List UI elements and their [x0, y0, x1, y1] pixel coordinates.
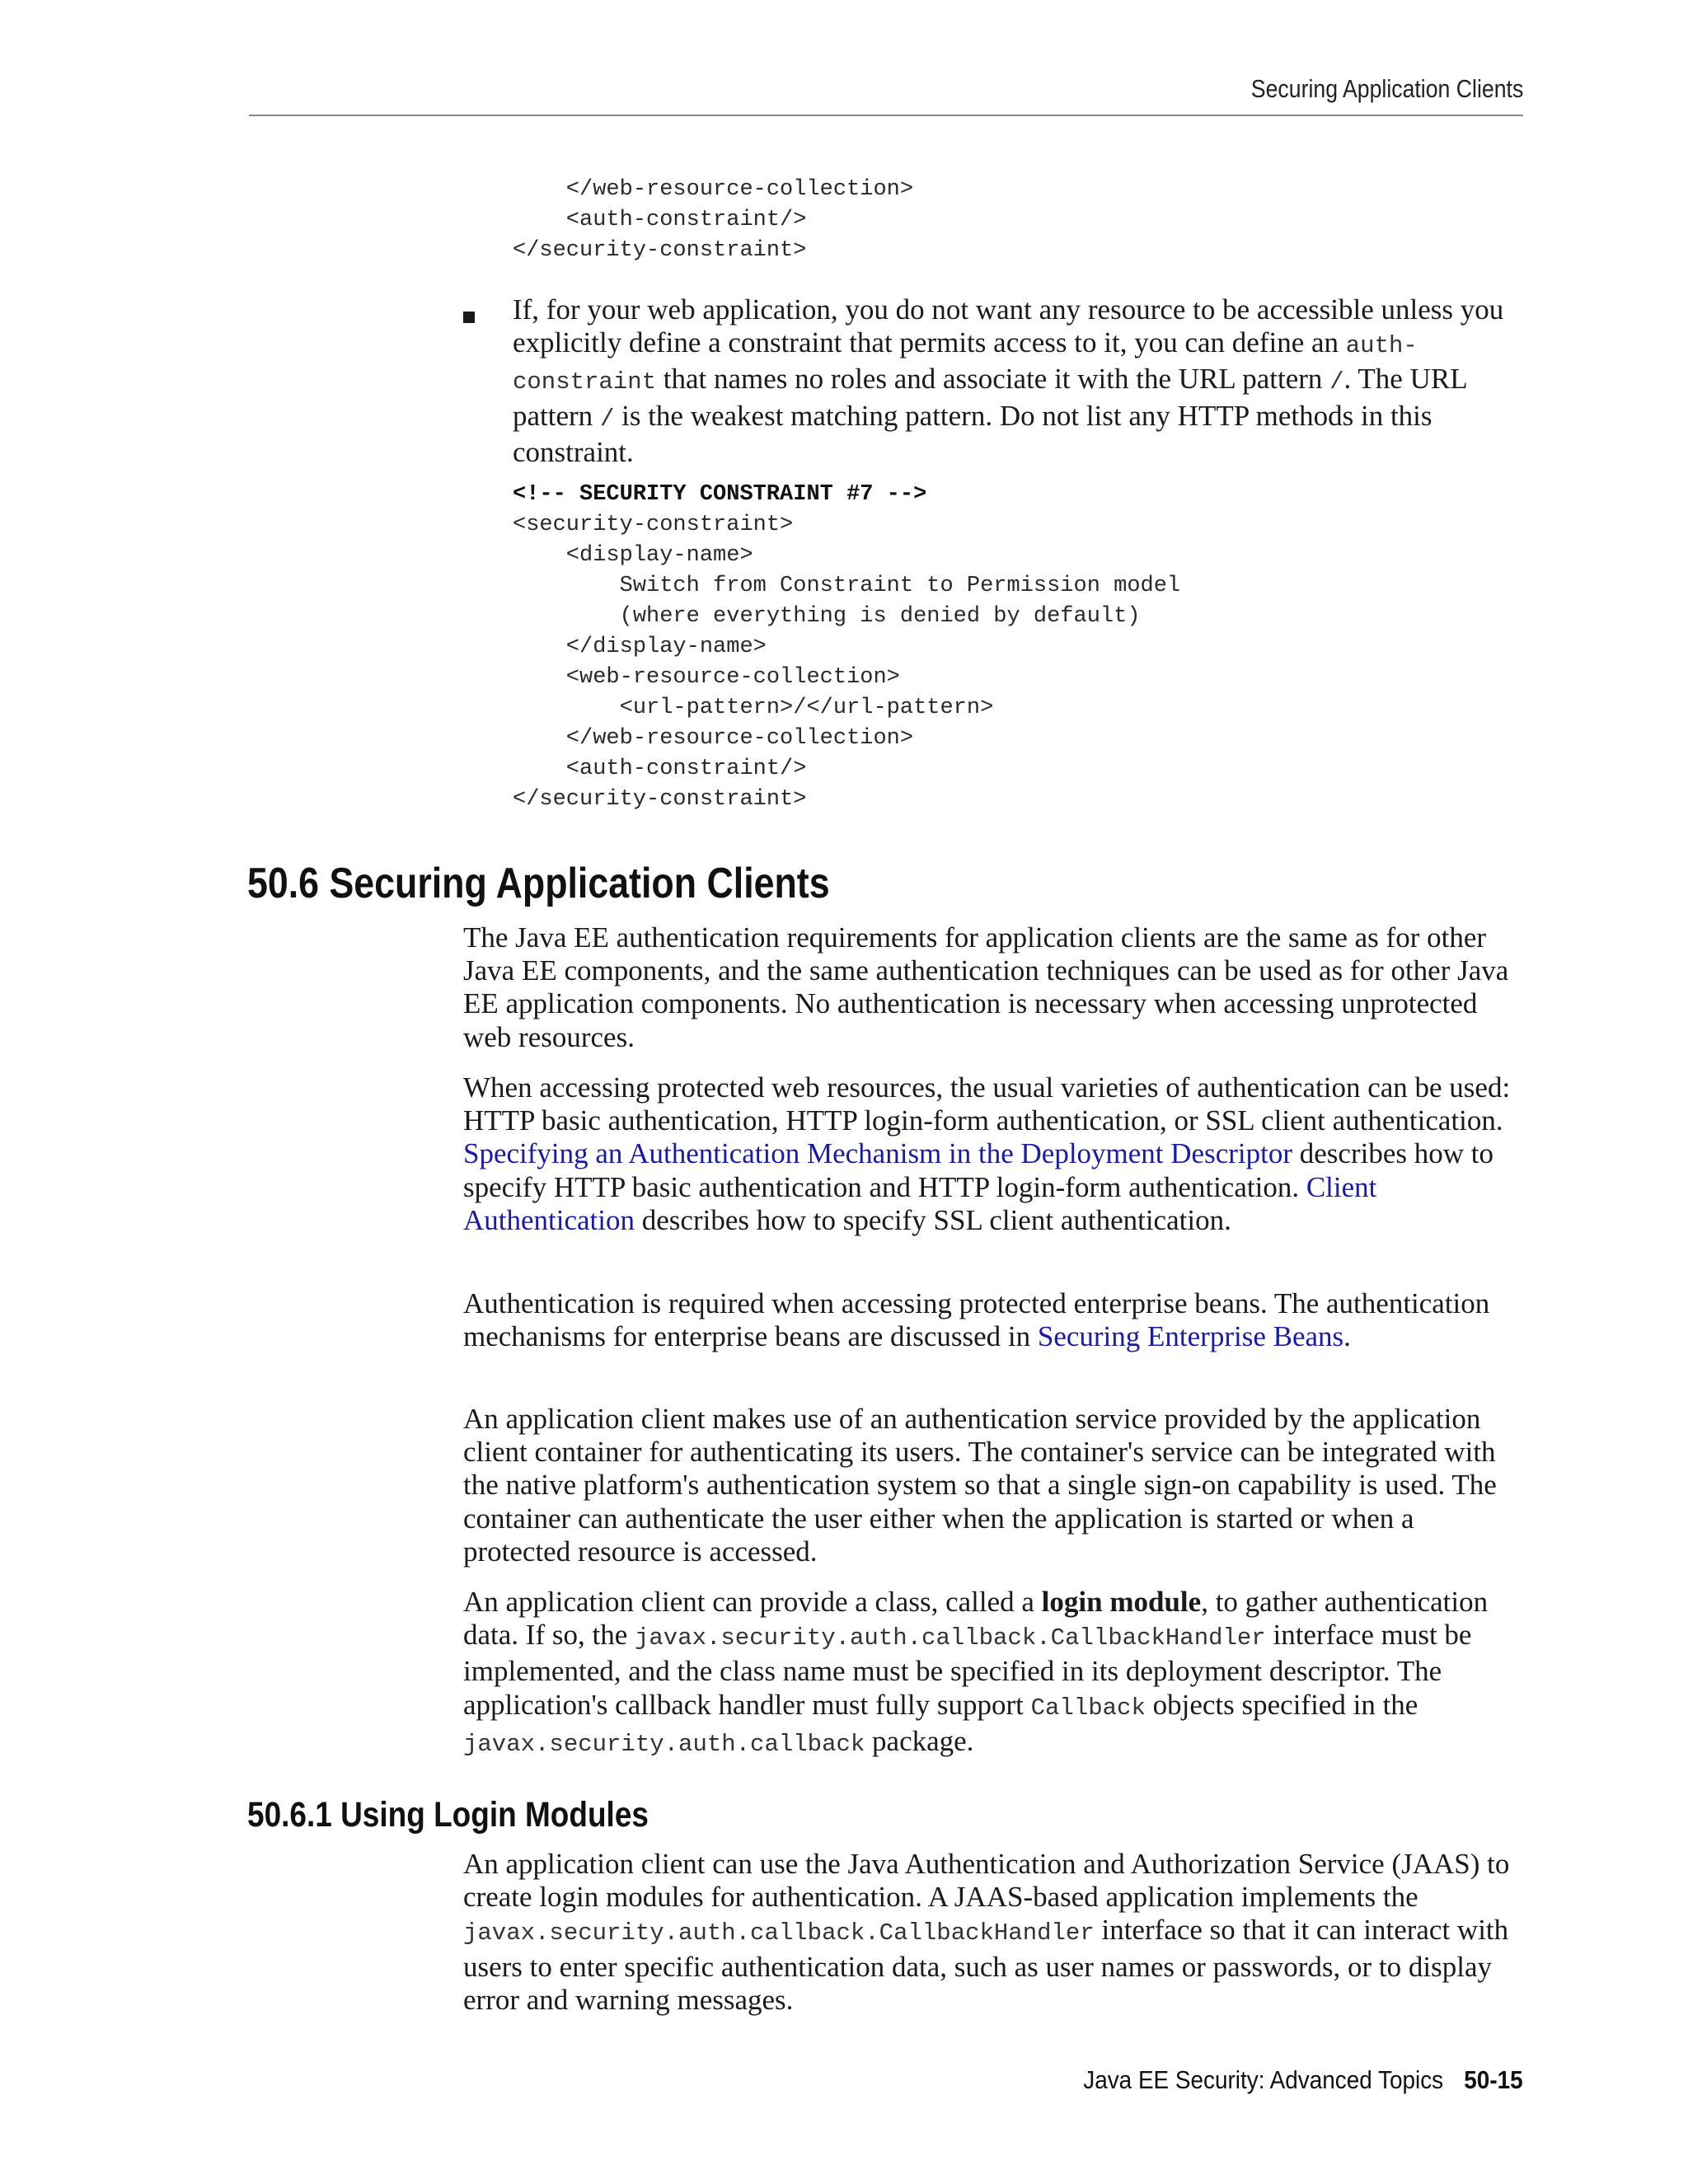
code-line: <web-resource-collection>: [513, 665, 900, 690]
running-header: Securing Application Clients: [1250, 74, 1523, 103]
bullet-paragraph: If, for your web application, you do not want any resource to be accessible unless you explicitly define a constraint that permits access to it, you can define an auth-constraint that names no roles and associate it with the URL pattern /. The URL pattern / is the weakest matching pattern. Do not list any HTTP methods in this constraint.: [513, 293, 1504, 468]
code-line: <display-name>: [513, 543, 753, 568]
code-line: </web-resource-collection>: [513, 177, 914, 202]
section-paragraph-5: An application client can provide a class, called a login module, to gather authentication data. If so, the javax.security.auth.callback.CallbackHandler interface must be implemented, and the class name must be specified in its deployment descriptor. The application's callback handler must fully support Callback objects specified in the javax.security.auth.callback package.: [463, 1586, 1489, 1758]
code-line: <auth-constraint/>: [513, 757, 807, 781]
inline-code: javax.security.auth.callback.CallbackHandler: [634, 1624, 1266, 1652]
code-fragment-top: [513, 175, 913, 266]
link-client-authentication[interactable]: Client Authentication: [463, 1170, 1377, 1236]
code-line: </security-constraint>: [513, 238, 807, 263]
bold-term: login module: [1041, 1586, 1202, 1618]
link-authentication-mechanism[interactable]: Specifying an Authentication Mechanism in the Deployment Descriptor: [463, 1137, 1293, 1170]
code-line: <url-pattern>/</url-pattern>: [513, 696, 994, 720]
subsection-heading: 50.6.1 Using Login Modules: [247, 1795, 649, 1835]
bullet-marker: [463, 312, 475, 323]
footer-title: Java EE Security: Advanced Topics: [1083, 2065, 1444, 2094]
code-line: (where everything is denied by default): [513, 604, 1141, 629]
inline-code: /: [599, 405, 615, 433]
code-line: Switch from Constraint to Permission model: [513, 574, 1181, 598]
code-comment: <!-- SECURITY CONSTRAINT #7 -->: [513, 482, 927, 507]
inline-code: javax.security.auth.callback.CallbackHandler: [463, 1919, 1095, 1947]
subsection-paragraph-1: An application client can use the Java Authentication and Authorization Service (JAAS) to create login modules for authentication. A JAAS-based application implements the javax.security.auth.callback.CallbackHandler interface so that it can interact with users to enter specific authentication data, such as user names or passwords, or to display error and warning messages.: [463, 1848, 1510, 2016]
page-footer: [1084, 2065, 1523, 2095]
code-line: </display-name>: [513, 635, 767, 659]
section-paragraph-1: The Java EE authentication requirements for application clients are the same as for other Java EE components, and the same authentication techniques can be used as for other Java EE application components. No authentication is necessary when accessing unprotected web resources.: [463, 921, 1509, 1053]
link-securing-enterprise-beans[interactable]: Securing Enterprise Beans: [1037, 1320, 1344, 1353]
code-line: </web-resource-collection>: [513, 726, 914, 751]
page-number: 50-15: [1464, 2065, 1523, 2094]
section-heading: 50.6 Securing Application Clients: [247, 860, 830, 907]
inline-code: /: [1329, 368, 1344, 396]
code-block-security-constraint: [513, 480, 1180, 815]
code-line: <security-constraint>: [513, 513, 794, 537]
section-paragraph-3: Authentication is required when accessing protected enterprise beans. The authentication mechanisms for enterprise beans are discussed in Securing Enterprise Beans.: [463, 1287, 1490, 1353]
code-line: <auth-constraint/>: [513, 208, 807, 232]
section-paragraph-4: An application client makes use of an authentication service provided by the application client container for authenticating its users. The container's service can be integrated with the native platform's authentication system so that a single sign-on capability is used. The container can authenticate the user either when the application is started or when a protected resource is accessed.: [463, 1403, 1497, 1568]
code-line: </security-constraint>: [513, 787, 807, 812]
inline-code: javax.security.auth.callback: [463, 1730, 865, 1758]
inline-code: Callback: [1030, 1694, 1146, 1722]
section-paragraph-2: When accessing protected web resources, the usual varieties of authentication can be used: HTTP basic authentication, HTTP login-form authentication, or SSL client authentication. Specifying an Authentication Mechanism in the Deployment Descriptor describes how to specify HTTP basic authentication and HTTP login-form authentication. Client Authentication describes how to specify SSL client authentication.: [463, 1071, 1511, 1236]
header-rule: [249, 115, 1523, 116]
inline-code: auth-constraint: [513, 332, 1418, 396]
